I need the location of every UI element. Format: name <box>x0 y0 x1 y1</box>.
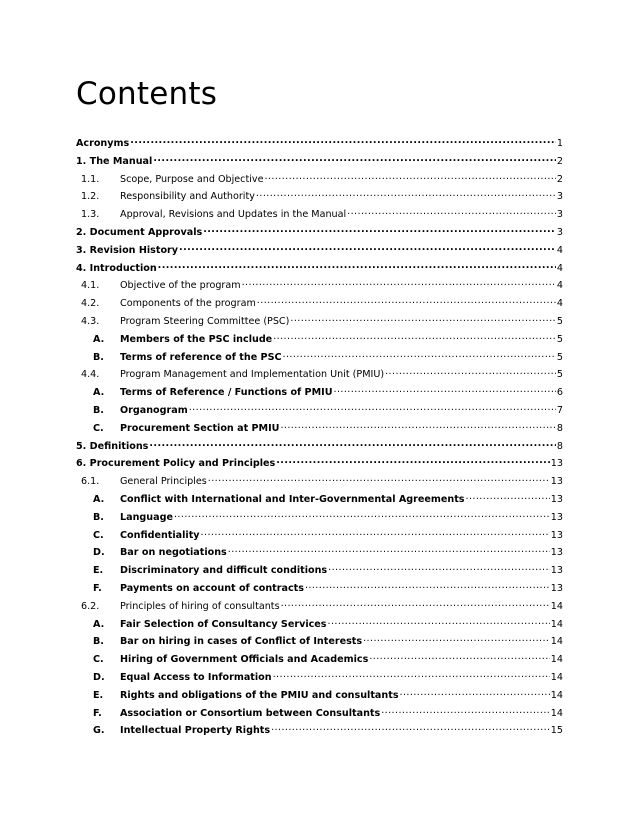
toc-page-number: 13 <box>550 529 563 541</box>
toc-dot-leader <box>273 670 550 680</box>
toc-dot-leader <box>189 403 556 413</box>
toc-page-number: 4 <box>556 244 563 256</box>
toc-entry[interactable] <box>76 385 563 398</box>
toc-dot-leader <box>158 261 556 271</box>
toc-entry-title: Approval, Revisions and Updates in the Manual <box>120 209 347 221</box>
toc-page-number: 13 <box>550 458 563 470</box>
toc-entry-title: Principles of hiring of consultants <box>120 600 280 612</box>
toc-entry-title: Terms of reference of the PSC <box>120 351 282 363</box>
toc-dot-leader <box>334 385 556 395</box>
toc-entry[interactable] <box>76 189 563 202</box>
toc-entry-title: Program Management and Implementation Unit (PMIU) <box>120 369 385 381</box>
toc-dot-leader <box>257 296 556 306</box>
toc-page-number: 3 <box>556 227 563 238</box>
toc-entry-number: A. <box>93 333 105 345</box>
toc-dot-leader <box>347 207 556 217</box>
toc-entry[interactable] <box>76 634 563 647</box>
toc-entry[interactable] <box>76 545 563 558</box>
toc-entry[interactable] <box>76 154 563 167</box>
toc-page-number: 14 <box>550 707 563 719</box>
toc-dot-leader <box>276 456 550 466</box>
toc-entry-title: Organogram <box>120 405 188 416</box>
toc-dot-leader <box>153 154 556 164</box>
toc-entry-title: Confidentiality <box>120 529 200 541</box>
toc-entry-number: C. <box>93 654 104 666</box>
toc-page-number: 7 <box>556 405 563 416</box>
toc-entry-number: D. <box>93 547 105 559</box>
toc-entry-title: Program Steering Committee (PSC) <box>120 316 290 327</box>
toc-page-number: 4 <box>556 298 563 310</box>
toc-entry-number: A. <box>93 494 105 505</box>
toc-entry-title: Responsibility and Authority <box>120 191 255 203</box>
toc-dot-leader <box>305 581 550 591</box>
toc-dot-leader <box>466 492 550 502</box>
toc-entry-number: C. <box>93 422 104 434</box>
toc-page-number: 13 <box>550 494 563 505</box>
toc-dot-leader <box>256 189 556 199</box>
toc-entry[interactable] <box>76 278 563 291</box>
toc-dot-leader <box>328 563 550 573</box>
toc-entry[interactable] <box>76 403 563 416</box>
toc-entry[interactable] <box>76 350 563 363</box>
toc-entry[interactable] <box>76 225 563 238</box>
toc-page-number: 14 <box>550 636 563 648</box>
toc-entry-title: Language <box>120 511 173 523</box>
toc-entry-number: 6.2. <box>81 600 100 612</box>
toc-entry-title: Scope, Purpose and Objective <box>120 173 264 185</box>
toc-entry[interactable] <box>76 296 563 309</box>
toc-entry-number: F. <box>93 583 102 594</box>
toc-page-number: 1 <box>556 138 563 149</box>
toc-page-number: 2 <box>556 173 563 185</box>
toc-entry[interactable] <box>76 474 563 487</box>
toc-dot-leader <box>369 652 549 662</box>
toc-entry-number: 1.2. <box>81 191 100 203</box>
toc-page-number: 13 <box>550 565 563 577</box>
toc-entry-title: 3. Revision History <box>76 244 179 256</box>
toc-entry[interactable] <box>76 421 563 434</box>
toc-page-number: 13 <box>550 547 563 559</box>
toc-page-number: 6 <box>556 387 563 399</box>
toc-page-number: 3 <box>556 209 563 221</box>
toc-page-number: 3 <box>556 191 563 203</box>
toc-entry-number: B. <box>93 351 104 363</box>
toc-entry-number: E. <box>93 565 104 577</box>
toc-entry-number: C. <box>93 529 104 541</box>
toc-page-number: 14 <box>550 600 563 612</box>
toc-page-number: 14 <box>550 618 563 630</box>
toc-entry-title: 2. Document Approvals <box>76 227 203 238</box>
toc-entry-title: Payments on account of contracts <box>120 583 304 594</box>
toc-entry-title: Members of the PSC include <box>120 333 273 345</box>
toc-page-number: 8 <box>556 422 563 434</box>
toc-entry-number: 4.1. <box>81 280 100 292</box>
toc-page-number: 8 <box>556 440 563 452</box>
toc-entry-title: Conflict with International and Inter-Governmental Agreements <box>120 494 465 505</box>
toc-page-number: 13 <box>550 511 563 523</box>
toc-dot-leader <box>280 421 555 431</box>
toc-page-number: 5 <box>556 369 563 381</box>
toc-page-number: 13 <box>550 476 563 488</box>
toc-entry-title: Discriminatory and difficult conditions <box>120 565 328 577</box>
toc-entry-title: Components of the program <box>120 298 256 310</box>
toc-entry[interactable] <box>76 207 563 220</box>
toc-entry-title: Hiring of Government Officials and Academics <box>120 654 369 666</box>
toc-entry-number: 4.3. <box>81 316 100 327</box>
toc-entry-number: B. <box>93 511 104 523</box>
toc-dot-leader <box>328 617 550 627</box>
toc-entry[interactable] <box>76 172 563 185</box>
toc-dot-leader <box>130 136 556 146</box>
toc-entry[interactable] <box>76 492 563 505</box>
toc-entry[interactable] <box>76 723 563 736</box>
toc-entry-title: General Principles <box>120 476 207 488</box>
toc-entry-number: D. <box>93 672 105 683</box>
toc-dot-leader <box>203 225 556 235</box>
toc-entry-number: 4.4. <box>81 369 100 381</box>
toc-entry-title: Intellectual Property Rights <box>120 725 271 737</box>
toc-page-number: 4 <box>556 262 563 274</box>
toc-entry-title: Equal Access to Information <box>120 672 272 683</box>
toc-dot-leader <box>290 314 556 324</box>
toc-dot-leader <box>242 278 556 288</box>
toc-entry-number: 1.3. <box>81 209 100 221</box>
toc-page-number: 4 <box>556 280 563 292</box>
toc-dot-leader <box>201 528 550 538</box>
toc-dot-leader <box>208 474 550 484</box>
toc-dot-leader <box>149 439 556 449</box>
toc-entry-title: 4. Introduction <box>76 262 157 274</box>
toc-entry-title: Terms of Reference / Functions of PMIU <box>120 387 333 399</box>
toc-page-number: 5 <box>556 316 563 327</box>
toc-dot-leader <box>273 332 556 342</box>
toc-dot-leader <box>385 367 556 377</box>
toc-entry[interactable] <box>76 670 563 683</box>
toc-entry-number: E. <box>93 689 104 701</box>
toc-entry-number: F. <box>93 707 102 719</box>
contents-heading: Contents <box>76 76 218 112</box>
toc-entry[interactable] <box>76 243 563 256</box>
toc-page-number: 2 <box>556 155 563 167</box>
toc-entry-title: Rights and obligations of the PMIU and consultants <box>120 689 399 701</box>
toc-entry-title: Association or Consortium between Consultants <box>120 707 381 719</box>
toc-entry-number: 4.2. <box>81 298 100 310</box>
toc-entry-number: B. <box>93 405 104 416</box>
toc-page-number: 14 <box>550 689 563 701</box>
toc-entry-title: Objective of the program <box>120 280 241 292</box>
toc-dot-leader <box>400 688 550 698</box>
toc-entry[interactable] <box>76 456 563 469</box>
toc-entry-number: A. <box>93 387 105 399</box>
toc-page-number: 15 <box>550 725 563 737</box>
toc-entry-title: Fair Selection of Consultancy Services <box>120 618 327 630</box>
toc-page-number: 5 <box>556 333 563 345</box>
toc-page-number: 5 <box>556 351 563 363</box>
toc-entry[interactable] <box>76 652 563 665</box>
toc-entry[interactable] <box>76 510 563 523</box>
toc-entry-number: 1.1. <box>81 173 100 185</box>
toc-entry-number: G. <box>93 725 105 737</box>
toc-entry-title: 1. The Manual <box>76 155 153 167</box>
toc-entry[interactable] <box>76 439 563 452</box>
toc-entry[interactable] <box>76 261 563 274</box>
toc-entry[interactable] <box>76 332 563 345</box>
toc-dot-leader <box>228 545 550 555</box>
toc-page-number: 14 <box>550 672 563 683</box>
toc-page-number: 14 <box>550 654 563 666</box>
toc-entry[interactable] <box>76 367 563 380</box>
toc-dot-leader <box>363 634 550 644</box>
toc-entry[interactable] <box>76 617 563 630</box>
toc-entry[interactable] <box>76 314 563 327</box>
toc-dot-leader <box>264 172 555 182</box>
toc-page-number: 13 <box>550 583 563 594</box>
toc-entry-number: B. <box>93 636 104 648</box>
toc-dot-leader <box>179 243 556 253</box>
toc-dot-leader <box>281 599 550 609</box>
toc-dot-leader <box>174 510 550 520</box>
toc-dot-leader <box>283 350 556 360</box>
toc-entry-title: Procurement Section at PMIU <box>120 422 280 434</box>
toc-entry-number: A. <box>93 618 105 630</box>
toc-entry[interactable] <box>76 136 563 149</box>
toc-entry-title: 6. Procurement Policy and Principles <box>76 458 276 470</box>
toc-entry[interactable] <box>76 528 563 541</box>
toc-dot-leader <box>271 723 550 733</box>
toc-entry-title: 5. Definitions <box>76 440 149 452</box>
toc-entry[interactable] <box>76 599 563 612</box>
toc-entry-title: Bar on hiring in cases of Conflict of Interests <box>120 636 363 648</box>
toc-entry[interactable] <box>76 706 563 719</box>
toc-entry-number: 6.1. <box>81 476 100 488</box>
toc-entry[interactable] <box>76 563 563 576</box>
toc-entry[interactable] <box>76 688 563 701</box>
toc-entry[interactable] <box>76 581 563 594</box>
toc-dot-leader <box>381 706 550 716</box>
toc-entry-title: Bar on negotiations <box>120 547 227 559</box>
toc-entry-title: Acronyms <box>76 138 130 149</box>
